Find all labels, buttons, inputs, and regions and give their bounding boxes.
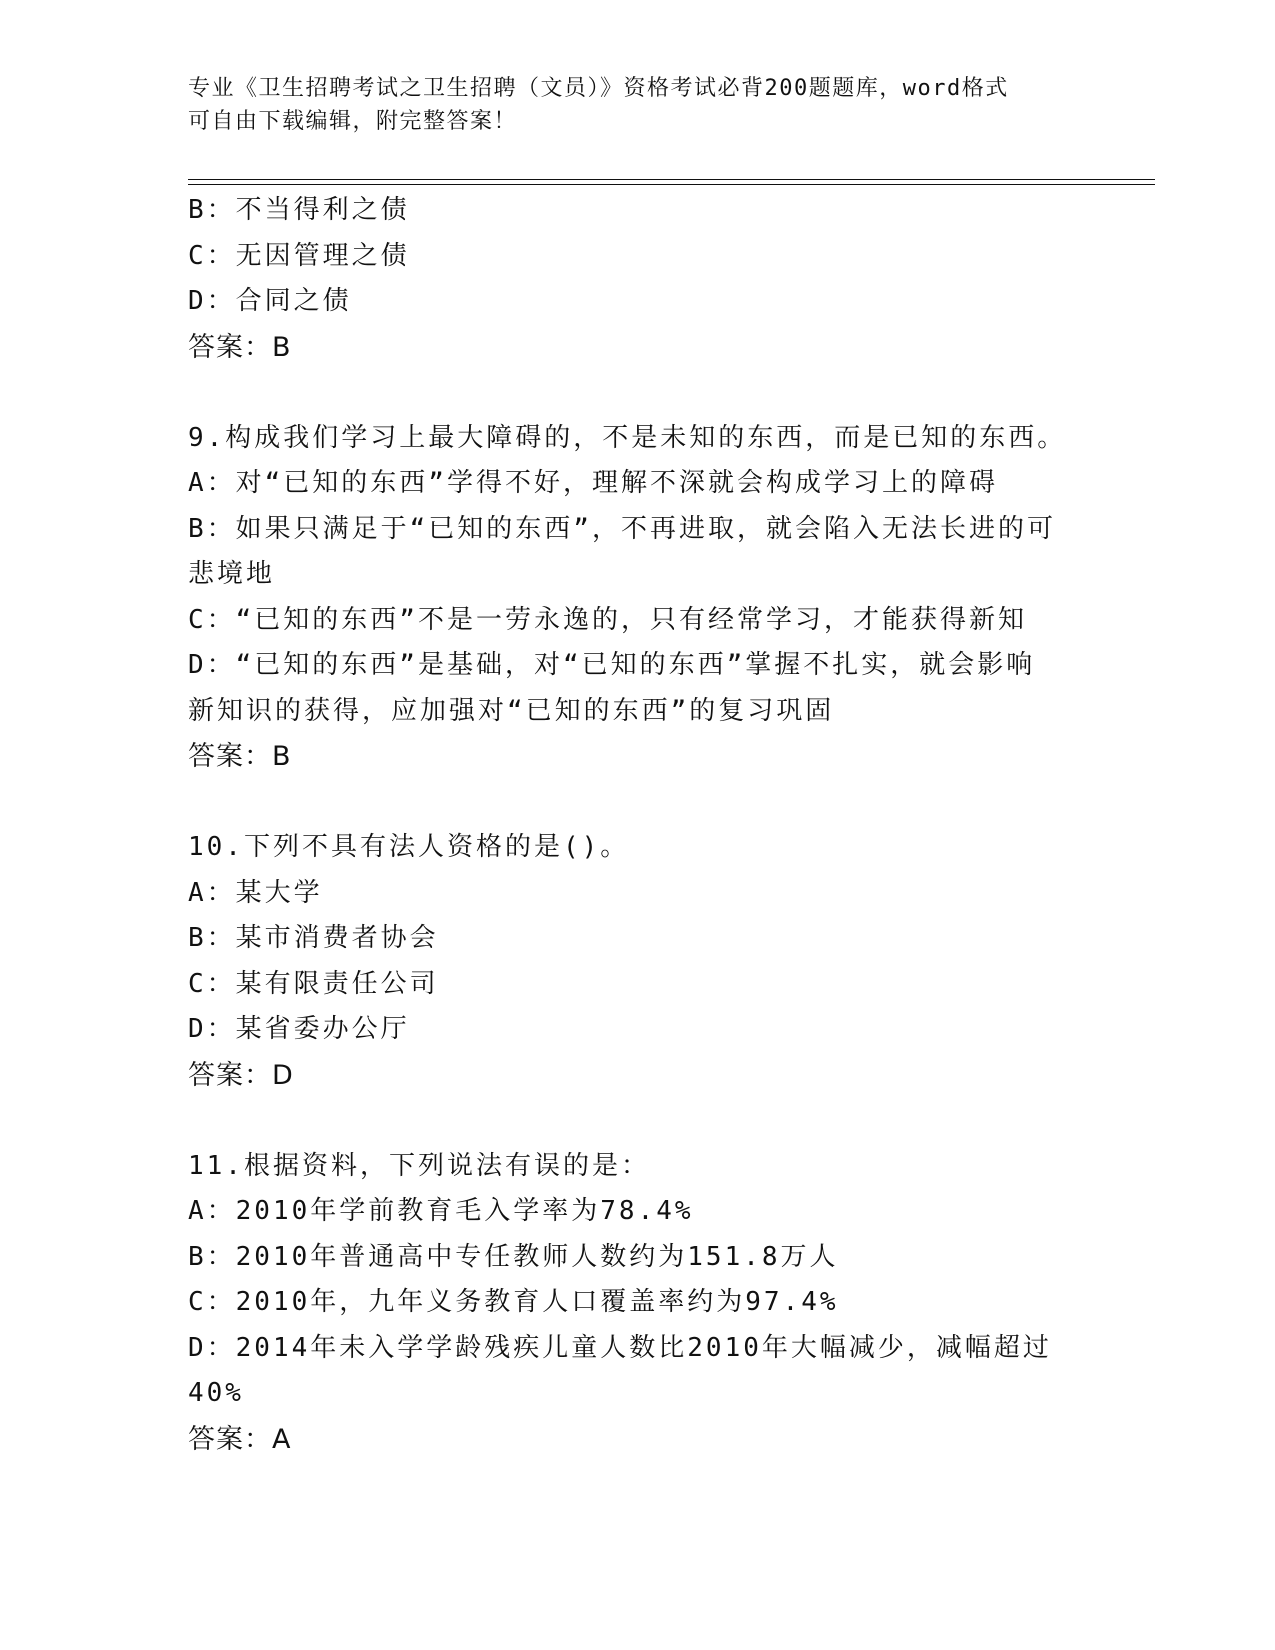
spacer: [188, 1098, 1088, 1144]
header-line-2: 可自由下载编辑，附完整答案！: [188, 109, 518, 134]
document-header: [188, 72, 1078, 138]
question-10-block: [188, 825, 1088, 1098]
option-a: A：对“已知的东西”学得不好，理解不深就会构成学习上的障碍: [188, 468, 998, 498]
option-a: A：某大学: [188, 877, 323, 908]
answer-line: 答案：A: [188, 1423, 292, 1455]
option-d-line-1: D：“已知的东西”是基础，对“已知的东西”掌握不扎实，就会影响: [188, 650, 1036, 680]
answer-line: 答案：B: [188, 331, 292, 363]
option-d-line-2: 40%: [188, 1378, 244, 1408]
answer-line: 答案：B: [188, 741, 292, 772]
option-c: C：某有限责任公司: [188, 968, 439, 999]
header-divider-bottom: [188, 184, 1155, 185]
header-divider-top: [188, 179, 1155, 180]
question-8-block: [188, 188, 1088, 370]
option-b: B：2010年普通高中专任教师人数约为151.8万人: [188, 1241, 839, 1272]
question-9-block: [188, 416, 1088, 780]
option-c: C：“已知的东西”不是一劳永逸的，只有经常学习，才能获得新知: [188, 604, 1027, 635]
option-b: B：不当得利之债: [188, 195, 410, 225]
question-text: 10.下列不具有法人资格的是()。: [188, 832, 630, 862]
option-c: C：无因管理之债: [188, 240, 410, 271]
option-d: D：某省委办公厅: [188, 1014, 410, 1044]
question-text: 11.根据资料，下列说法有误的是：: [188, 1150, 650, 1181]
option-c: C：2010年，九年义务教育人口覆盖率约为97.4%: [188, 1287, 839, 1317]
option-a: A：2010年学前教育毛入学率为78.4%: [188, 1196, 694, 1226]
answer-line: 答案：D: [188, 1059, 294, 1091]
question-text: 9.构成我们学习上最大障碍的，不是未知的东西，而是已知的东西。: [188, 422, 1067, 453]
spacer: [188, 780, 1088, 826]
option-b-line-1: B：如果只满足于“已知的东西”，不再进取，就会陷入无法长进的可: [188, 513, 1056, 544]
option-b: B：某市消费者协会: [188, 923, 439, 953]
option-d-line-1: D：2014年未入学学龄残疾儿童人数比2010年大幅减少，减幅超过: [188, 1332, 1052, 1363]
header-line-1: 专业《卫生招聘考试之卫生招聘（文员）》资格考试必背200题题库，word格式: [188, 76, 1009, 101]
question-list: [188, 188, 1088, 1462]
spacer: [188, 370, 1088, 416]
question-11-block: [188, 1144, 1088, 1463]
option-b-line-2: 悲境地: [188, 559, 276, 589]
option-d: D：合同之债: [188, 286, 352, 316]
option-d-line-2: 新知识的获得，应加强对“已知的东西”的复习巩固: [188, 695, 835, 726]
